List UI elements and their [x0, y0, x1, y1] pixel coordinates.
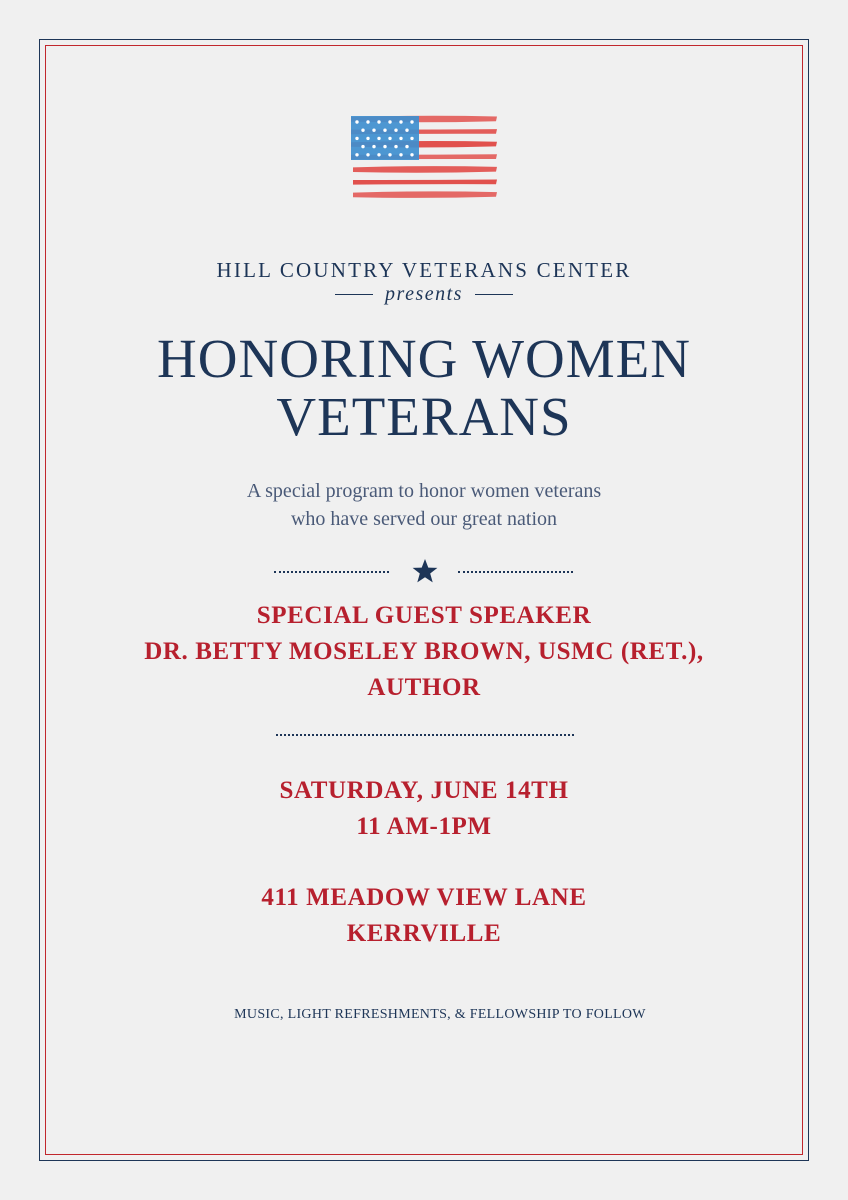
dotted-divider-middle	[276, 734, 574, 736]
dotted-divider-right	[458, 571, 573, 573]
presents-dash-right	[475, 294, 513, 295]
subtitle-line-1: A special program to honor women veterans	[246, 480, 602, 502]
guest-speaker	[60, 598, 788, 706]
presents-label: presents	[385, 283, 463, 305]
event-datetime	[60, 773, 788, 845]
event-date: SATURDAY, JUNE 14TH	[279, 777, 569, 804]
subtitle-line-2: who have served our great nation	[290, 508, 557, 530]
presents-row	[60, 283, 788, 306]
dotted-divider-left	[274, 571, 389, 573]
event-location	[60, 880, 788, 952]
organization-name: HILL COUNTRY VETERANS CENTER	[216, 258, 632, 282]
presents-dash-left	[335, 294, 373, 295]
event-address: 411 MEADOW VIEW LANE	[261, 884, 587, 911]
speaker-role: AUTHOR	[367, 674, 481, 701]
footer-note: MUSIC, LIGHT REFRESHMENTS, & FELLOWSHIP TO FOLLOW	[234, 1007, 646, 1022]
page-title	[60, 330, 788, 446]
event-city: KERRVILLE	[346, 920, 502, 947]
subtitle	[60, 477, 788, 533]
star-icon	[411, 557, 439, 585]
title-line-1: HONORING WOMEN	[157, 328, 691, 389]
event-time: 11 AM-1PM	[356, 813, 492, 840]
speaker-name: DR. BETTY MOSELEY BROWN, USMC (RET.),	[144, 638, 704, 665]
title-line-2: VETERANS	[276, 386, 572, 447]
speaker-heading: SPECIAL GUEST SPEAKER	[256, 602, 592, 629]
american-flag-icon	[349, 112, 499, 198]
